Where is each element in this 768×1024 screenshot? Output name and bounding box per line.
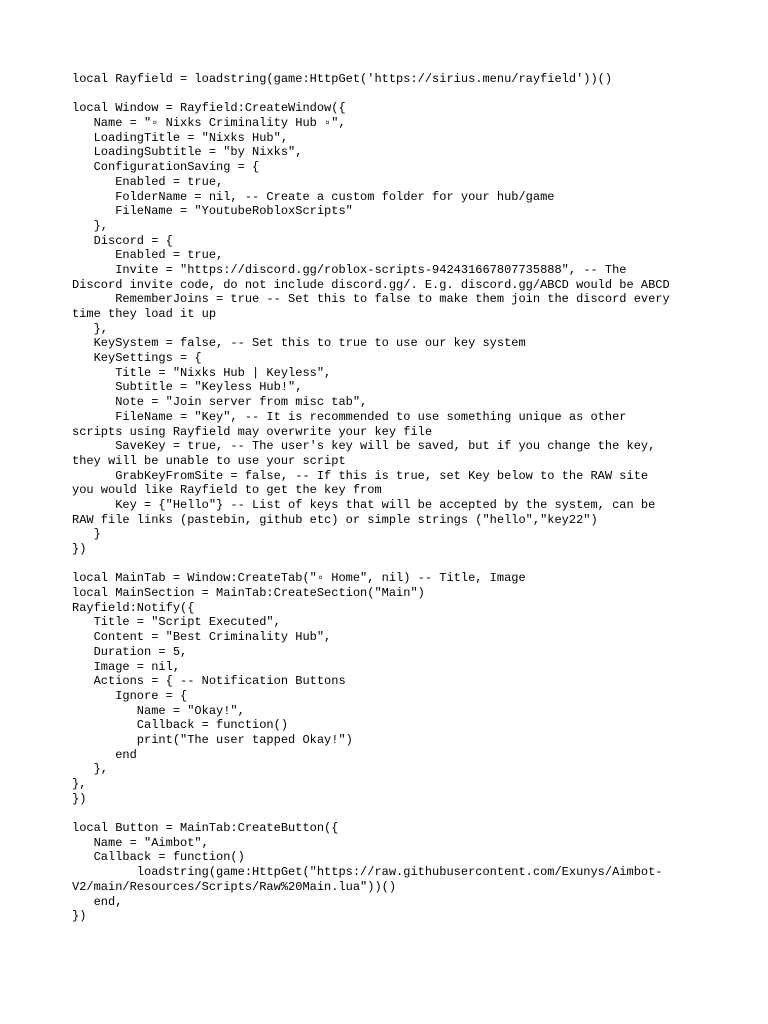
code-line: [72, 87, 712, 102]
code-line: }: [72, 527, 101, 542]
code-line: Image = nil,: [72, 659, 181, 674]
code-line: Key = {"Hello"} -- List of keys that will be accepted by the system, can be: [72, 497, 656, 512]
code-line: Subtitle = "Keyless Hub!",: [72, 380, 303, 395]
code-line: Discord = {: [72, 233, 173, 248]
code-line: local MainSection = MainTab:CreateSection("Main"): [72, 586, 425, 601]
code-line: },: [72, 321, 109, 336]
code-line: Name = "Aimbot",: [72, 835, 209, 850]
code-line: Note = "Join server from misc tab",: [72, 395, 368, 410]
code-line: Ignore = {: [72, 688, 188, 703]
code-line: they will be unable to use your script: [72, 453, 346, 468]
code-line: end,: [72, 894, 123, 909]
code-line: local Button = MainTab:CreateButton({: [72, 821, 339, 836]
code-line: SaveKey = true, -- The user's key will be saved, but if you change the key,: [72, 439, 656, 454]
code-line: FileName = "YoutubeRobloxScripts": [72, 204, 353, 219]
code-line: Duration = 5,: [72, 644, 188, 659]
code-line: V2/main/Resources/Scripts/Raw%20Main.lua"))(): [72, 879, 397, 894]
code-line: LoadingSubtitle = "by Nixks",: [72, 145, 303, 160]
code-line: KeySettings = {: [72, 351, 202, 366]
code-line: Enabled = true,: [72, 174, 224, 189]
code-line: local Window = Rayfield:CreateWindow({: [72, 101, 346, 116]
code-line: scripts using Rayfield may overwrite your key file: [72, 424, 433, 439]
code-line: [72, 557, 712, 572]
code-line: end: [72, 747, 137, 762]
code-line: print("The user tapped Okay!"): [72, 732, 353, 747]
code-line: RAW file links (pastebin, github etc) or simple strings ("hello","key22"): [72, 512, 598, 527]
code-line: }): [72, 542, 87, 556]
code-line: Callback = function(): [72, 850, 245, 865]
code-line: },: [72, 777, 87, 791]
code-line: loadstring(game:HttpGet("https://raw.githubusercontent.com/Exunys/Aimbot-: [72, 865, 663, 880]
code-line: ConfigurationSaving = {: [72, 160, 260, 175]
code-line: Callback = function(): [72, 718, 289, 733]
code-line: local MainTab = Window:CreateTab("▫ Home", nil) -- Title, Image: [72, 571, 526, 586]
code-line: time they load it up: [72, 307, 217, 321]
code-line: Invite = "https://discord.gg/roblox-scripts-942431667807735888", -- The: [72, 262, 627, 277]
code-line: local Rayfield = loadstring(game:HttpGet('https://sirius.menu/rayfield'))(): [72, 72, 613, 86]
code-line: Title = "Script Executed",: [72, 615, 281, 630]
code-line: [72, 806, 712, 821]
code-line: Enabled = true,: [72, 248, 224, 263]
code-line: Actions = { -- Notification Buttons: [72, 674, 346, 689]
code-document: [72, 72, 712, 924]
code-line: Discord invite code, do not include discord.gg/. E.g. discord.gg/ABCD would be ABCD: [72, 277, 670, 292]
code-line: LoadingTitle = "Nixks Hub",: [72, 130, 289, 145]
code-line: FileName = "Key", -- It is recommended to use something unique as other: [72, 409, 627, 424]
code-line: Content = "Best Criminality Hub",: [72, 630, 332, 645]
code-line: },: [72, 218, 109, 233]
code-line: you would like Rayfield to get the key from: [72, 483, 382, 498]
code-line: }): [72, 909, 87, 924]
code-line: },: [72, 762, 109, 777]
code-line: KeySystem = false, -- Set this to true to use our key system: [72, 336, 526, 351]
code-line: Title = "Nixks Hub | Keyless",: [72, 365, 332, 380]
code-line: FolderName = nil, -- Create a custom folder for your hub/game: [72, 189, 555, 204]
code-line: Name = "Okay!",: [72, 703, 245, 718]
code-line: Name = "▫ Nixks Criminality Hub ▫",: [72, 116, 346, 131]
code-line: RememberJoins = true -- Set this to false to make them join the discord every: [72, 292, 670, 307]
code-line: GrabKeyFromSite = false, -- If this is true, set Key below to the RAW site: [72, 468, 649, 483]
code-line: Rayfield:Notify({: [72, 600, 195, 615]
code-line: }): [72, 791, 87, 806]
